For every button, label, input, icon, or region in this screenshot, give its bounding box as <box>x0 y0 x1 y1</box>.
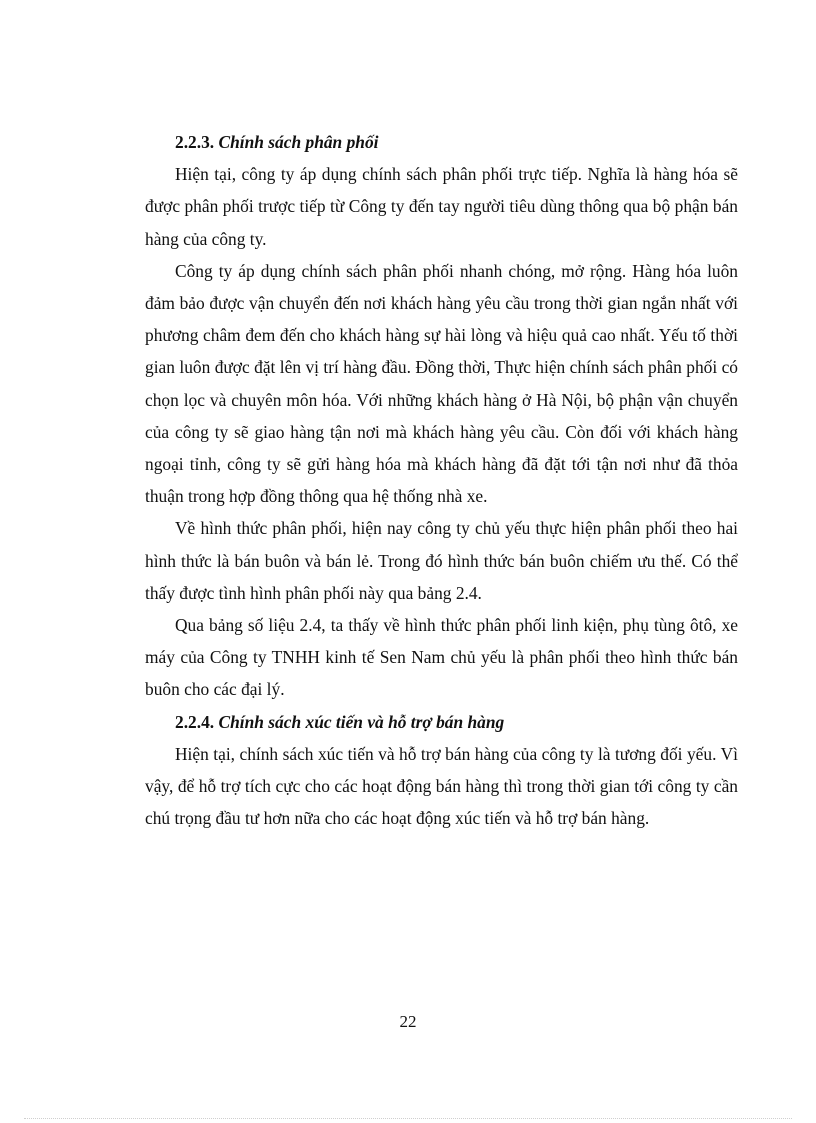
section-number: 2.2.3. <box>175 132 215 152</box>
paragraph: Hiện tại, chính sách xúc tiến và hỗ trợ bán hàng của công ty là tương đối yếu. Vì vậy, để hỗ trợ tích cực cho các hoạt động bán hàng thì trong thời gian tới công ty cần chú trọng đầu tư hơn nữa cho các hoạt động xúc tiến và hỗ trợ bán hàng. <box>145 743 738 829</box>
section-title: Chính sách xúc tiến và hỗ trợ bán hàng <box>218 711 505 732</box>
paragraph: Công ty áp dụng chính sách phân phối nhanh chóng, mở rộng. Hàng hóa luôn đảm bảo được vận chuyển đến nơi khách hàng yêu cầu trong thời gian ngắn nhất với phương châm đem đến cho khách hàng sự hài lòng và hiệu quả cao nhất. Yếu tố thời gian luôn được đặt lên vị trí hàng đầu. Đồng thời, Thực hiện chính sách phân phối có chọn lọc và chuyên môn hóa. Với những khách hàng ở Hà Nội, bộ phận vận chuyển của công ty sẽ giao hàng tận nơi mà khách hàng yêu cầu. Còn đối với khách hàng ngoại tỉnh, công ty sẽ gửi hàng hóa mà khách hàng đã đặt tới tận nơi như đã thỏa thuận trong hợp đồng thông qua hệ thống nhà xe. <box>145 260 738 507</box>
paragraph: Về hình thức phân phối, hiện nay công ty chủ yếu thực hiện phân phối theo hai hình thức là bán buôn và bán lẻ. Trong đó hình thức bán buôn chiếm ưu thế. Có thể thấy được tình hình phân phối này qua bảng 2.4. <box>145 518 738 603</box>
section-number: 2.2.4. <box>175 711 215 732</box>
page-bottom-divider <box>24 1118 792 1119</box>
paragraph: Hiện tại, công ty áp dụng chính sách phân phối trực tiếp. Nghĩa là hàng hóa sẽ được phân phối trược tiếp từ Công ty đến tay người tiêu dùng thông qua bộ phận bán hàng của công ty. <box>145 164 738 249</box>
page-number: 22 <box>399 1012 417 1031</box>
paragraph: Qua bảng số liệu 2.4, ta thấy về hình thức phân phối linh kiện, phụ tùng ôtô, xe máy của Công ty TNHH kinh tế Sen Nam chủ yếu là phân phối theo hình thức bán buôn cho các đại lý. <box>145 615 738 700</box>
section-heading-2-2-3 <box>145 126 738 158</box>
section-title: Chính sách phân phối <box>218 132 379 152</box>
section-heading-2-2-4 <box>145 706 738 738</box>
page-content <box>145 126 738 834</box>
